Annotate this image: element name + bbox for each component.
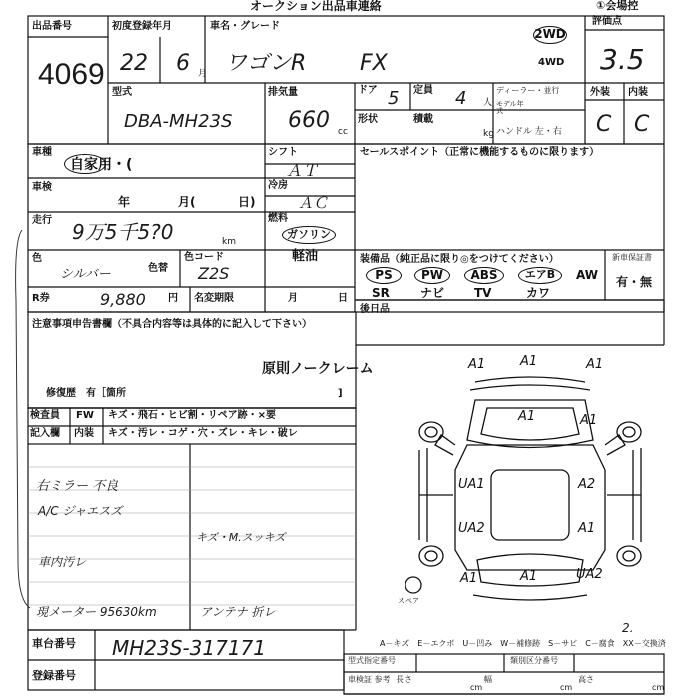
- repair-close: ]: [338, 388, 343, 399]
- color-code-value: Z2S: [198, 264, 230, 283]
- record-label: 記入欄: [30, 428, 60, 439]
- km-unit: km: [222, 237, 236, 247]
- rating-label: 評価点: [592, 16, 622, 27]
- warranty-label: 新車保証書: [612, 253, 652, 262]
- color-label: 色: [32, 253, 42, 264]
- displacement-label: 排気量: [268, 87, 298, 98]
- model-value: DBA-MH23S: [124, 111, 233, 132]
- color-value: シルバー: [60, 267, 111, 282]
- load-label: 積載: [413, 114, 433, 125]
- damage-right-front-door: A2: [578, 477, 596, 492]
- warranty-value: 有・無: [616, 275, 653, 289]
- reg-month-value: 6: [176, 51, 190, 76]
- lot-no-label: 出品番号: [32, 21, 72, 32]
- equip-airbag: エアB: [518, 267, 562, 284]
- equip-abs: ABS: [464, 267, 504, 284]
- capacity-value: 4: [455, 88, 467, 109]
- exterior-grade: C: [596, 112, 612, 137]
- kind-circle: [64, 154, 106, 174]
- interior-text: キズ・汚レ・コゲ・穴・ズレ・キレ・破レ: [108, 428, 298, 439]
- note-ac: A/C ジャエスズ: [38, 504, 123, 518]
- inspection-month: 月(: [178, 195, 196, 209]
- fw-text: キズ・飛石・ヒビ割・リペア跡・×要: [108, 410, 276, 421]
- interior-label: 内装: [628, 87, 648, 98]
- displacement-value: 660: [288, 108, 330, 133]
- persons-unit: 人: [483, 98, 493, 108]
- model-label: 型式: [112, 87, 132, 98]
- equip-navi: ナビ: [420, 286, 445, 300]
- damage-front-left: A1: [468, 357, 486, 372]
- fuel-gas-circled: ガソリン: [282, 226, 336, 244]
- damage-rear: A1: [520, 569, 538, 584]
- car-name-label: 車名・グレード: [210, 21, 280, 32]
- reg-year-value: 22: [120, 51, 148, 76]
- dim-ref-label: 車検証 参考: [348, 675, 391, 684]
- shift-value: ＡＴ: [286, 161, 319, 180]
- inspection-label: 車検: [32, 182, 52, 193]
- ac-label: 冷房: [268, 180, 288, 191]
- inspector-label: 検査員: [30, 410, 60, 421]
- inspection-year: 年: [118, 195, 131, 209]
- mileage-label: 走行: [32, 215, 52, 226]
- mileage-value: 9万5千5?0: [72, 220, 174, 244]
- kind-label: 車種: [32, 147, 52, 158]
- kg-unit: kg: [483, 129, 494, 139]
- note-meter: 現メーター 95630km: [36, 605, 157, 619]
- chassis-label: 車台番号: [32, 637, 76, 650]
- ac-value: ＡＣ: [298, 194, 329, 212]
- handle-label: ハンドル 左・右: [496, 127, 562, 137]
- expiry-month: 月: [288, 293, 298, 304]
- damage-right-quarter: UA2: [576, 567, 603, 582]
- note-interior-dirt: 車内汚レ: [38, 555, 87, 569]
- damage-legend: A－キズ E－エクボ U－凹み W－補修跡 S－サビ C－腐食 XX－交換済: [380, 639, 666, 648]
- height-label: 高さ: [578, 675, 594, 684]
- color-code-label: 色コード: [184, 252, 224, 263]
- expiry-label: 名変期限: [194, 293, 234, 304]
- length-label: 長さ: [396, 675, 412, 684]
- venue-copy-label: ①会場控: [596, 0, 639, 12]
- grade-value: FX: [360, 51, 388, 76]
- notes-header: 注意事項申告書欄（不具合内容等は具体的に記入して下さい）: [32, 319, 312, 330]
- spare-label: スペア: [398, 597, 419, 605]
- inspection-day: 日): [238, 195, 256, 209]
- reg-no-label: 登録番号: [32, 669, 76, 682]
- damage-front-right: A1: [586, 357, 604, 372]
- note-scratches: キズ・M.スッキズ: [196, 531, 286, 544]
- sales-point-label: セールスポイント（正常に機能するものに限ります）: [360, 147, 600, 158]
- doors-value: 5: [388, 88, 400, 109]
- equip-sr: SR: [372, 286, 390, 300]
- drive-4wd: 4WD: [538, 57, 565, 68]
- type-designation-label: 型式指定番号: [348, 656, 396, 665]
- damage-hood: A1: [518, 409, 536, 424]
- height-cm: cm: [652, 683, 665, 692]
- category-no-label: 類別区分番号: [510, 656, 558, 665]
- aftermarket-label: 後日品: [360, 304, 390, 315]
- damage-left-quarter: A1: [460, 571, 478, 586]
- model-year-label: モデル年式: [496, 100, 524, 115]
- doors-label: ドア: [358, 85, 378, 96]
- equipment-label: 装備品（純正品に限り◎をつけてください）: [360, 254, 559, 265]
- exterior-label: 外装: [590, 87, 610, 98]
- rating-value: 3.5: [600, 43, 645, 76]
- equip-leather: カワ: [526, 286, 551, 300]
- equip-aw: AW: [576, 268, 598, 282]
- form-title: オークション出品車連絡: [250, 0, 382, 13]
- expiry-day: 日: [338, 293, 348, 304]
- interior-code: 内装: [74, 428, 94, 439]
- capacity-label: 定員: [413, 85, 433, 96]
- damage-right-rear-door: A1: [578, 521, 596, 536]
- recycle-label: R券: [32, 293, 50, 304]
- reg-month-unit: 月: [198, 69, 208, 79]
- equip-tv: TV: [474, 286, 492, 300]
- cc-unit: cc: [338, 127, 348, 137]
- damage-left-rear-door: UA2: [458, 521, 485, 536]
- corner-mark: 2.: [622, 621, 634, 635]
- lot-no-value: 4069: [38, 58, 105, 91]
- fuel-label: 燃料: [268, 213, 288, 224]
- first-reg-label: 初度登録年月: [112, 21, 172, 32]
- kind-value: 自家用・(: [70, 157, 133, 173]
- no-claim-stamp: 原則ノークレーム: [262, 361, 374, 377]
- car-name-value: ワゴンR: [225, 51, 307, 76]
- drive-2wd-circled: 2WD: [533, 26, 567, 44]
- equip-ps: PS: [366, 267, 402, 284]
- damage-front-center: A1: [520, 354, 538, 369]
- yen-unit: 円: [168, 293, 178, 304]
- fuel-diesel: 軽油: [292, 249, 319, 264]
- repair-history-label: 修復歴 有［箇所: [46, 388, 126, 399]
- note-mirror: 右ミラー 不良: [36, 479, 119, 494]
- width-cm: cm: [560, 683, 573, 692]
- damage-right-fender: A1: [580, 413, 598, 428]
- note-antenna: アンテナ 折レ: [200, 605, 276, 619]
- color-change-label: 色替: [148, 263, 168, 274]
- shape-label: 形状: [358, 114, 378, 125]
- fw-code: FW: [76, 410, 94, 421]
- length-cm: cm: [470, 683, 483, 692]
- chassis-value: MH23S-317171: [112, 636, 267, 660]
- interior-grade: C: [634, 112, 650, 137]
- equip-pw: PW: [414, 267, 450, 284]
- dealer-label: ディーラー・並行: [496, 86, 560, 95]
- damage-left-front-door: UA1: [458, 477, 485, 492]
- recycle-fee: 9,880: [100, 290, 146, 309]
- width-label: 幅: [484, 675, 492, 684]
- shift-label: シフト: [268, 147, 298, 158]
